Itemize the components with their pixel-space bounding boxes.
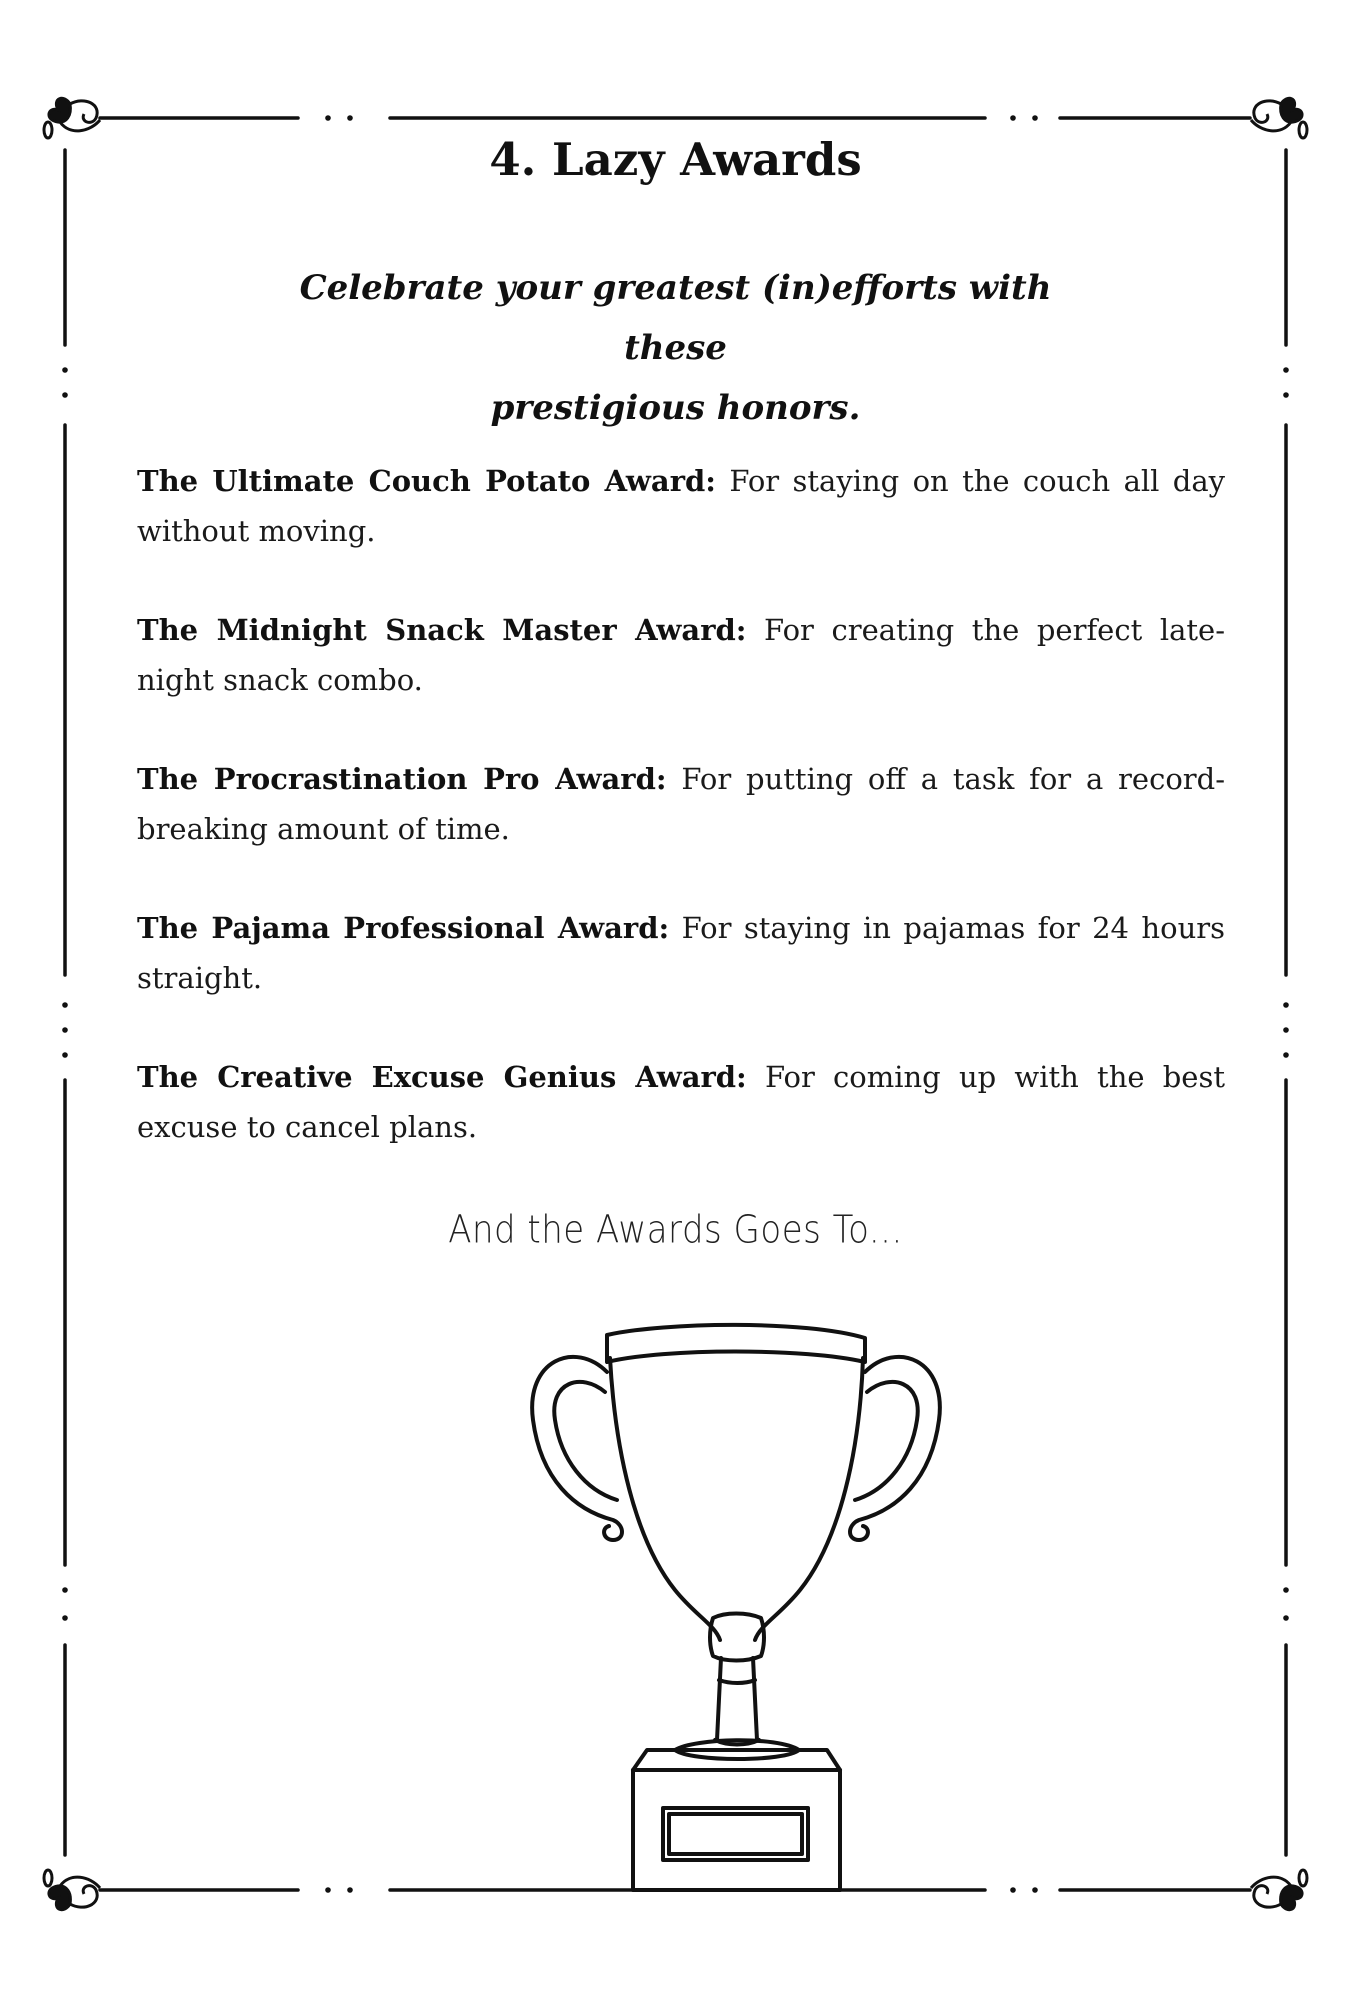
heart-swirl-corner-icon-bottom-left xyxy=(40,1846,110,1916)
trophy-icon xyxy=(515,1300,955,1900)
heart-swirl-corner-icon-bottom-right xyxy=(1241,1846,1311,1916)
subtitle-line: Celebrate your greatest (in)efforts with these xyxy=(299,268,1052,368)
closing-line: And the Awards Goes To... xyxy=(448,1207,903,1253)
awards-list xyxy=(137,456,1225,1201)
award-item xyxy=(137,903,1225,1003)
award-name: The Ultimate Couch Potato Award: xyxy=(137,464,716,498)
award-name: The Midnight Snack Master Award: xyxy=(137,613,747,647)
award-name: The Procrastination Pro Award: xyxy=(137,762,667,796)
award-description: For staying in pajamas for 24 hours straight. xyxy=(137,911,1225,995)
award-description: For coming up with the best excuse to cancel plans. xyxy=(137,1060,1225,1144)
award-item xyxy=(137,1052,1225,1152)
award-item xyxy=(137,456,1225,556)
page-title: 4. Lazy Awards xyxy=(489,133,862,186)
page-subtitle xyxy=(290,258,1061,438)
subtitle-line: prestigious honors. xyxy=(490,388,861,428)
award-item xyxy=(137,754,1225,854)
award-description: For putting off a task for a record-breaking amount of time. xyxy=(137,762,1225,846)
award-name: The Pajama Professional Award: xyxy=(137,911,670,945)
award-item xyxy=(137,605,1225,705)
award-description: For staying on the couch all day without moving. xyxy=(137,464,1225,548)
award-description: For creating the perfect late-night snack combo. xyxy=(137,613,1226,697)
award-name: The Creative Excuse Genius Award: xyxy=(137,1060,747,1094)
